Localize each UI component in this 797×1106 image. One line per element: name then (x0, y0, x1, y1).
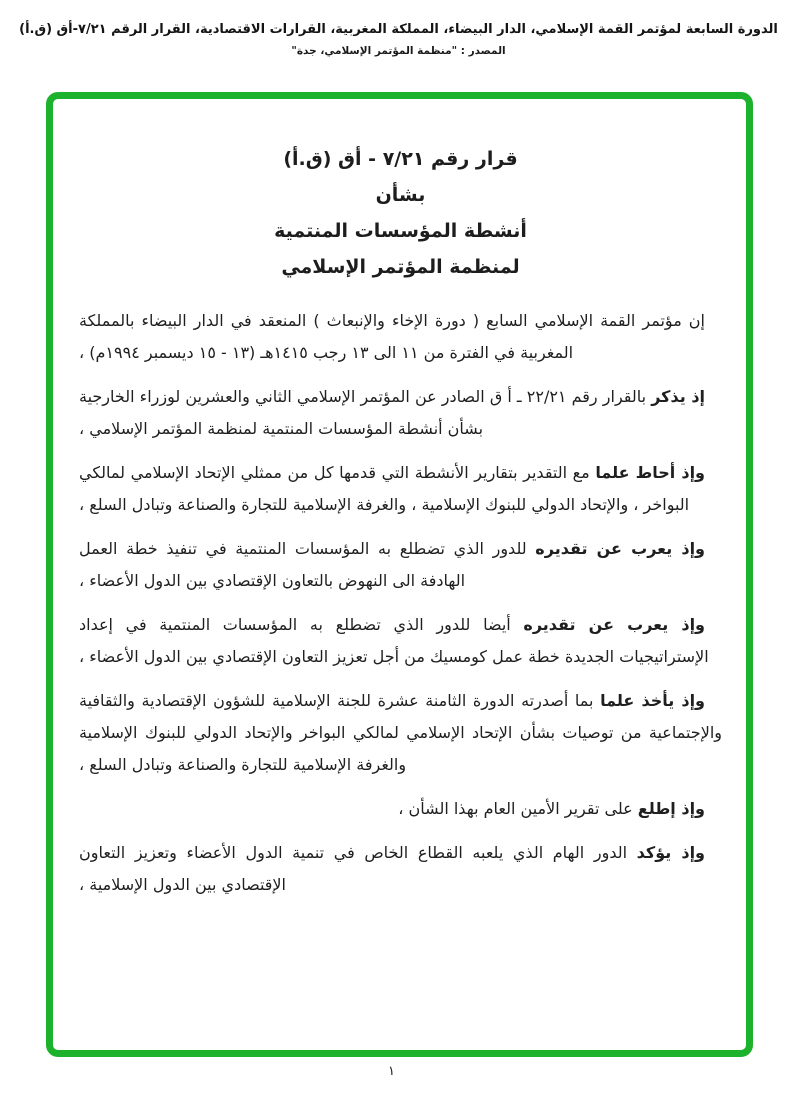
paragraph-lead: وإذ يؤكد (636, 843, 706, 862)
paragraph-text: بالقرار رقم ٢٢/٢١ ـ أ ق الصادر عن المؤتمر الإسلامي الثاني والعشرين لوزراء الخارجية بشأن أنشطة المؤسسات المنتمية لمنظمة المؤتمر الإسلامي ، (79, 387, 652, 438)
paragraph-lead: إذ يذكر (651, 387, 706, 406)
paragraph-text: على تقرير الأمين العام بهذا الشأن ، (398, 799, 638, 818)
page-number: ١ (388, 1064, 395, 1079)
doc-header (10, 20, 787, 57)
paragraph-text: مع التقدير بتقارير الأنشطة التي قدمها كل من ممثلي الإتحاد الإسلامي لمالكي البواخر ، والإتحاد الدولي للبنوك الإسلامية ، والغرفة الإسلامية للتجارة والصناعة وتبادل السلع ، (79, 463, 690, 514)
paragraph-lead: وإذ يعرب عن تقديره (523, 615, 705, 634)
paragraph-lead: وإذ إطلع (637, 799, 705, 818)
resolution-title-regarding: بشأن (375, 184, 426, 206)
resolution-paragraph-preamble (79, 305, 722, 369)
resolution-paragraph-noting-reports (79, 457, 722, 521)
resolution-paragraph-having-reviewed (79, 793, 722, 825)
resolution-title (79, 141, 722, 285)
resolution-paragraph-appreciation-role (79, 533, 722, 597)
doc-header-citation: الدورة السابعة لمؤتمر القمة الإسلامي، الدار البيضاء، المملكة المغربية، القرارات الاقتصادية، القرار الرقم ٧/٢١-أق (ق.أ) (19, 22, 778, 37)
document-frame (46, 92, 753, 1057)
resolution-title-organization: لمنظمة المؤتمر الإسلامي (281, 256, 520, 278)
paragraph-lead: وإذ يعرب عن تقديره (535, 539, 706, 558)
paragraph-text: أيضا للدور الذي تضطلع به المؤسسات المنتمية في إعداد الإستراتيجيات الجديدة خطة عمل كومسيك من أجل تعزيز التعاون الإقتصادي بين الدول الأعضاء ، (79, 615, 709, 666)
resolution-paragraph-recalling (79, 381, 722, 445)
doc-header-source: المصدر : "منظمة المؤتمر الإسلامي، جدة" (291, 45, 506, 57)
paragraph-lead: وإذ يأخذ علما (600, 691, 706, 710)
resolution-title-number: قرار رقم ٧/٢١ - أق (ق.أ) (283, 148, 518, 170)
paragraph-text: للدور الذي تضطلع به المؤسسات المنتمية في تنفيذ خطة العمل الهادفة الى النهوض بالتعاون الإقتصادي بين الدول الأعضاء ، (79, 539, 536, 590)
resolution-title-subject: أنشطة المؤسسات المنتمية (274, 220, 527, 242)
paragraph-text: بما أصدرته الدورة الثامنة عشرة للجنة الإسلامية للشؤون الإقتصادية والثقافية والإجتماعية من توصيات بشأن الإتحاد الإسلامي لمالكي البواخر والإتحاد الدولي للبنوك الإسلامية والغرفة الإسلامية للتجارة والصناعة وتبادل السلع ، (79, 691, 722, 774)
resolution-paragraph-taking-note (79, 685, 722, 781)
paragraph-lead: وإذ أحاط علما (595, 463, 705, 482)
resolution-paragraph-affirming (79, 837, 722, 901)
paragraph-text: الدور الهام الذي يلعبه القطاع الخاص في تنمية الدول الأعضاء وتعزيز التعاون الإقتصادي بين الدول الإسلامية ، (79, 843, 637, 894)
paragraph-text: إن مؤتمر القمة الإسلامي السابع ( دورة الإخاء والإنبعاث ) المنعقد في الدار البيضاء بالمملكة المغربية في الفترة من ١١ الى ١٣ رجب ١٤١٥هـ (١٣ - ١٥ ديسمبر ١٩٩٤م) ، (79, 311, 705, 362)
document-page (53, 99, 746, 1050)
resolution-paragraph-appreciation-strategy (79, 609, 722, 673)
